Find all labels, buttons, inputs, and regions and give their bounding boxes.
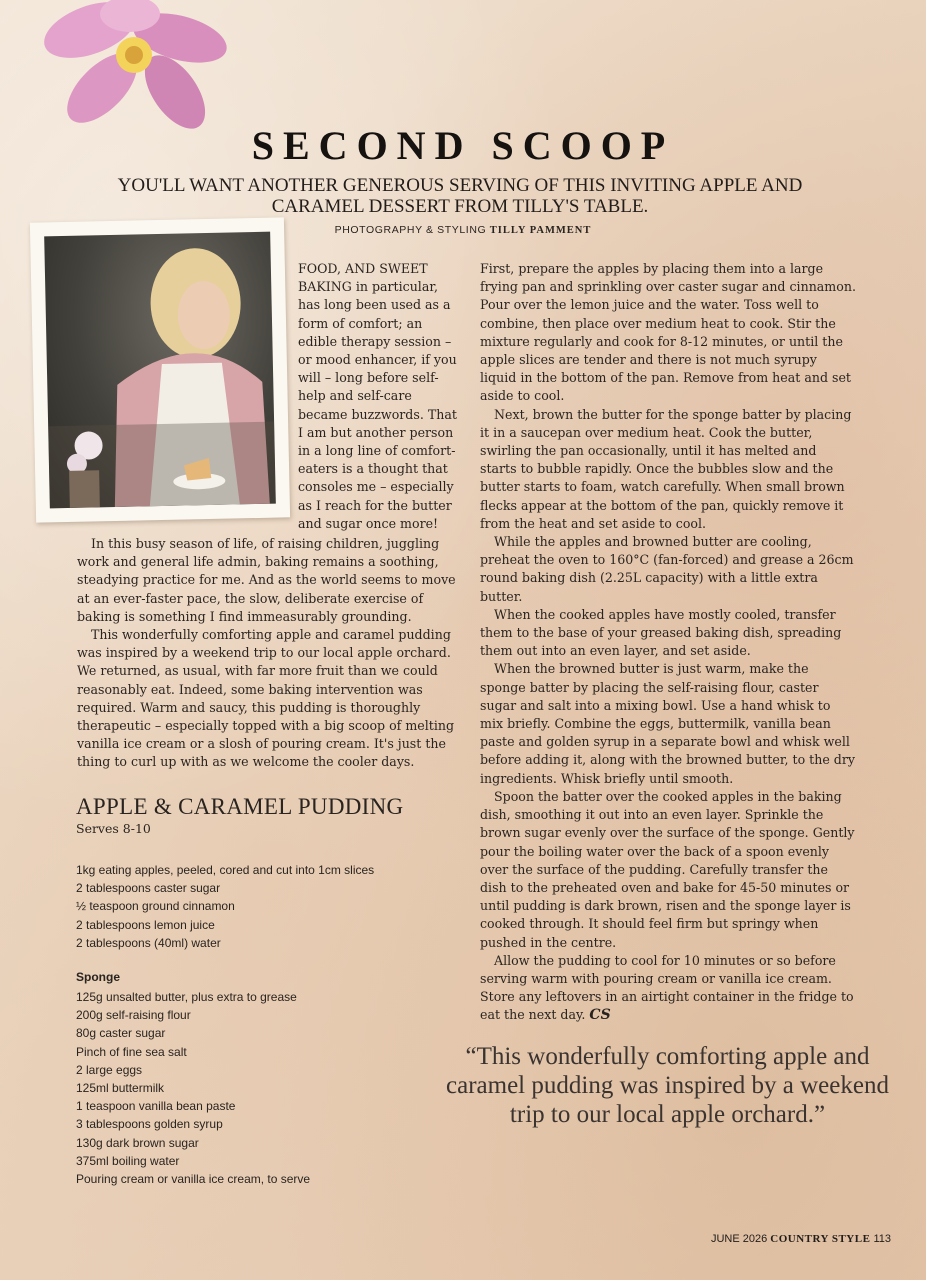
method-step: First, prepare the apples by placing them into a large frying pan and sprinkling over caster sugar and cinnamon. Pour over the lemon juice and the water. Toss well to combine, then place over medium heat to cook. Stir the mixture regularly and cook for 8-12 minutes, or until the apple slices are tender and there is not much syrupy liquid in the bottom of the pan. Remove from heat and set aside to cool. [480,261,856,404]
intro-paragraph: In this busy season of life, of raising children, juggling work and general life admin, baking remains a soothing, steadying practice for me. And as the world seems to move at an ever-faster pace, the slow, deliberate exercise of baking is something I find immeasurably grounding. [77,536,456,624]
recipe-serves: Serves 8-10 [76,821,151,836]
method-step: While the apples and browned butter are cooling, preheat the oven to 160°C (fan-forced) and grease a 26cm round baking dish (2.25L capacity) with a little extra butter. [480,534,854,604]
ingredient-item: Pinch of fine sea salt [76,1044,187,1059]
recipe-title: APPLE & CARAMEL PUDDING [76,794,404,819]
ingredient-item: 130g dark brown sugar [76,1135,199,1150]
ingredient-item: ½ teaspoon ground cinnamon [76,899,235,914]
method-step: When the cooked apples have mostly cooled, transfer them to the base of your greased baking dish, spreading them out into an even layer, and set aside. [480,606,842,659]
ingredient-list [76,861,374,952]
signoff-mark: CS [589,1007,611,1024]
page-folio [711,1233,891,1245]
method-step-final [480,952,856,1025]
intro-paragraph: This wonderfully comforting apple and caramel pudding was inspired by a weekend trip to our local apple orchard. We returned, as usual, with far more fruit than we could reasonably eat. Indeed, some baking intervention was required. Warm and saucy, this pudding is thoroughly therapeutic – especially topped with a big scoop of melting vanilla ice cream or a slosh of pouring cream. It's just the thing to curl up with as we welcome the cooler days. [77,627,455,770]
ingredient-item: 2 tablespoons (40ml) water [76,935,221,950]
issue-date: JUNE 2026 [710,1233,771,1245]
ingredient-item: 2 large eggs [76,1062,143,1077]
credit-label: PHOTOGRAPHY & STYLING [334,224,490,236]
ingredient-item: Pouring cream or vanilla ice cream, to serve [76,1172,311,1187]
ingredient-item: 3 tablespoons golden syrup [76,1117,223,1132]
pull-quote: “This wonderfully comforting apple and caramel pudding was inspired by a weekend trip to our local apple orchard.” [446,1043,889,1128]
ingredient-item: 125ml buttermilk [76,1081,165,1096]
method-step: Spoon the batter over the cooked apples in the baking dish, smoothing it out into an even layer. Sprinkle the brown sugar evenly over the surface of the sponge. Gently pour the boiling water over the back of a spoon evenly over the surface of the pudding. Carefully transfer the dish to the preheated oven and bake for 45-50 minutes or until pudding is dark brown, risen and the sponge layer is cooked through. It should feel firm but springy when pushed in the centre. [480,788,855,950]
ingredient-item: 125g unsalted butter, plus extra to grease [76,990,297,1004]
page-title: SECOND SCOOP [251,123,675,168]
polaroid-photo [30,217,290,522]
method-step: Allow the pudding to cool for 10 minutes or so before serving warm with pouring cream or vanilla ice cream. Store any leftovers in an airtight container in the fridge to eat the next day. [480,952,854,1023]
ingredient-item: 2 tablespoons lemon juice [76,917,215,932]
intro-text [77,535,459,772]
flower-image [30,0,240,130]
intro-wrap-paragraph: FOOD, AND SWEET BAKING in particular, has long been used as a form of comfort; an edible therapy session – or mood enhancer, if you will – long before self-help and self-care became buzzwords. That I am but another person in a long line of comfort-eaters is a thought that consoles me – especially as I reach for the butter and sugar once more! [298,261,457,531]
page-number: 113 [870,1233,891,1245]
ingredient-item: 80g caster sugar [76,1026,166,1041]
ingredient-item: 2 tablespoons caster sugar [76,881,221,896]
ingredient-item: 1 teaspoon vanilla bean paste [76,1099,236,1114]
intro-opening [298,260,463,533]
ingredient-item: 1kg eating apples, peeled, cored and cut into 1cm slices [76,863,375,877]
method-text [480,260,856,1025]
ingredient-item: 200g self-raising flour [76,1008,191,1023]
standfirst: YOU'LL WANT ANOTHER GENEROUS SERVING OF THIS INVITING APPLE AND CARAMEL DESSERT FROM TILLY'S TABLE. [117,175,803,217]
magazine-name: COUNTRY STYLE [770,1233,871,1245]
portrait-photo [44,232,276,509]
sponge-heading: Sponge [76,970,120,984]
method-step: Next, brown the butter for the sponge batter by placing it in a saucepan over medium heat. Cook the butter, swirling the pan occasionally, until it has melted and starts to bubble rapidly. Once the bubbles slow and the butter starts to foam, watch carefully. When small brown flecks appear at the bottom of the pan, quickly remove it from the heat and set aside to cool. [480,406,852,531]
method-step: When the browned butter is just warm, make the sponge batter by placing the self-raising flour, caster sugar and salt into a mixing bowl. Use a hand whisk to mix briefly. Combine the eggs, buttermilk, vanilla bean paste and golden syrup in a separate bowl and whisk well before adding it, along with the browned butter, to the dry ingredients. Whisk briefly until smooth. [480,661,856,786]
sponge-ingredient-list [76,988,310,1188]
ingredient-item: 375ml boiling water [76,1153,180,1168]
credit-name: TILLY PAMMENT [489,225,592,236]
